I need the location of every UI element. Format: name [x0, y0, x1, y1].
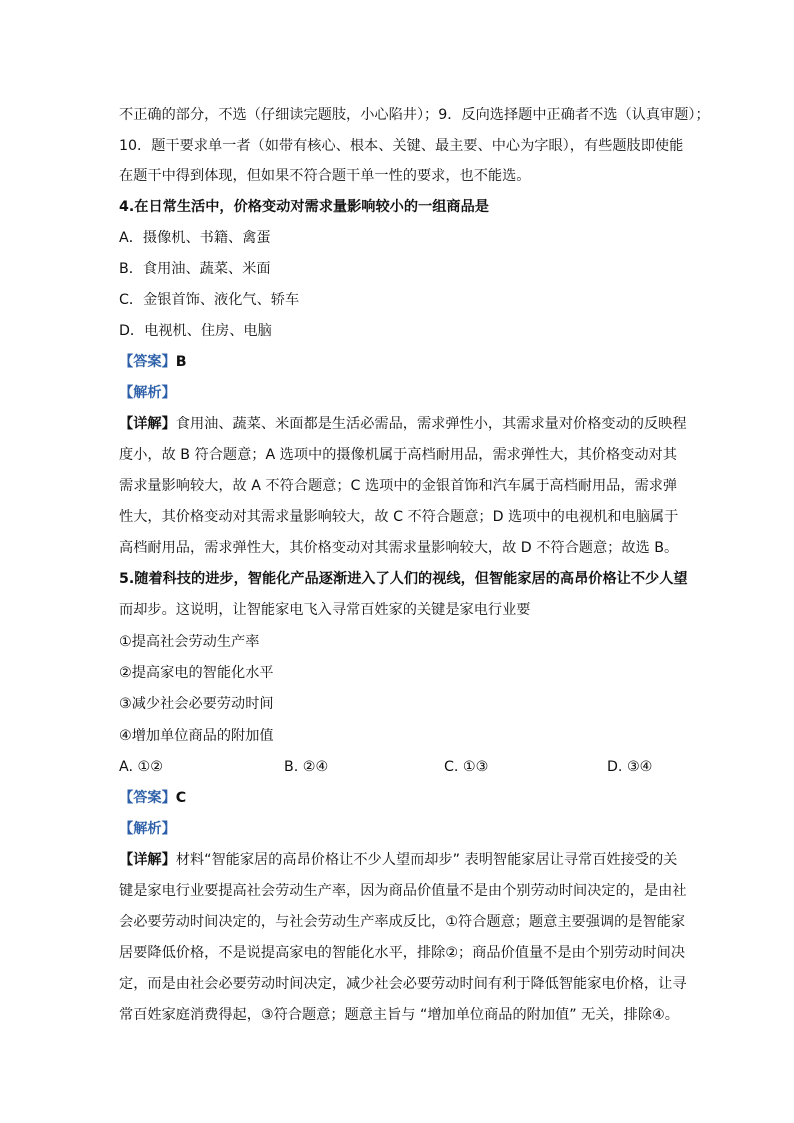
q5-detail-tag: 【详解】	[119, 852, 176, 868]
q5-item-4: ④增加单位商品的附加值	[119, 728, 274, 744]
q5-detail-line-4: 居要降低价格，不是说提高家电的智能化水平，排除②；商品价值量不是由个别劳动时间决	[119, 945, 686, 961]
q5-detail-text-1: 材料“智能家居的高昂价格让不少人望而却步” 表明智能家居让寻常百姓接受的关	[175, 852, 678, 868]
intro-line-3: 在题干中得到体现，但如果不符合题干单一性的要求，也不能选。	[119, 168, 531, 184]
q4-option-d: D．电视机、住房、电脑	[119, 323, 272, 339]
q5-choice-d: D. ③④	[607, 759, 653, 775]
q4-detail-text-1: 食用油、蔬菜、米面都是生活必需品，需求弹性小，其需求量对价格变动的反映程	[175, 416, 687, 432]
intro-line-2: 10．题干要求单一者（如带有核心、根本、关键、最主要、中心为字眼），有些题肢即使能	[119, 138, 684, 154]
q5-choice-c: C. ①③	[444, 759, 489, 775]
q4-stem: 4.在日常生活中，价格变动对需求量影响较小的一组商品是	[119, 199, 489, 215]
q5-item-1: ①提高社会劳动生产率	[119, 634, 260, 650]
q4-answer-value: B	[175, 354, 187, 370]
q4-analysis-tag: 【解析】	[119, 385, 176, 401]
q4-detail-line-3: 需求量影响较大，故 A 不符合题意；C 选项中的金银首饰和汽车属于高档耐用品，需求弹	[119, 478, 678, 494]
q5-choice-b: B. ②④	[284, 759, 329, 775]
q5-item-3: ③减少社会必要劳动时间	[119, 696, 274, 712]
q5-choice-a: A. ①②	[119, 759, 163, 775]
q4-detail-tag: 【详解】	[119, 416, 176, 432]
q5-answer-tag: 【答案】	[119, 790, 176, 806]
q4-answer	[119, 353, 187, 371]
q4-detail-line-4: 性大，其价格变动对其需求量影响较大，故 C 不符合题意；D 选项中的电视机和电脑属于	[119, 509, 679, 525]
intro-line-1: 不正确的部分，不选（仔细读完题肢，小心陷井）；9．反向选择题中正确者不选（认真审题）；	[119, 107, 710, 123]
q5-item-2: ②提高家电的智能化水平	[119, 665, 274, 681]
q5-answer	[119, 789, 186, 807]
q5-detail-line-3: 会必要劳动时间决定的，与社会劳动生产率成反比，①符合题意；题意主要强调的是智能家	[119, 914, 686, 930]
q4-detail-line-5: 高档耐用品，需求弹性大，其价格变动对其需求量影响较大，故 D 不符合题意；故选 B。	[119, 540, 679, 556]
q5-detail-line-2: 键是家电行业要提高社会劳动生产率，因为商品价值量不是由个别劳动时间决定的，是由社	[119, 883, 687, 899]
q4-option-a: A．摄像机、书籍、禽蛋	[119, 230, 271, 246]
q5-stem-line-1: 5.随着科技的进步，智能化产品逐渐进入了人们的视线，但智能家居的高昂价格让不少人望	[119, 571, 688, 587]
q5-detail-line-6: 常百姓家庭消费得起，③符合题意；题意主旨与 “增加单位商品的附加值” 无关，排除④。	[119, 1007, 679, 1023]
q5-answer-value: C	[175, 790, 187, 806]
q4-answer-tag: 【答案】	[119, 354, 176, 370]
q4-option-b: B．食用油、蔬菜、米面	[119, 261, 271, 277]
q5-detail-line-1	[119, 851, 677, 869]
q4-detail-line-2: 度小，故 B 符合题意；A 选项中的摄像机属于高档耐用品，需求弹性大，其价格变动对其	[119, 447, 677, 463]
q5-stem-line-2: 而却步。这说明，让智能家电飞入寻常百姓家的关键是家电行业要	[119, 602, 531, 618]
q5-analysis-tag: 【解析】	[119, 821, 176, 837]
q5-detail-line-5: 定，而是由社会必要劳动时间决定，减少社会必要劳动时间有利于降低智能家电价格，让寻	[119, 976, 687, 992]
q4-option-c: C．金银首饰、液化气、轿车	[119, 292, 300, 308]
q4-detail-line-1	[119, 415, 687, 433]
